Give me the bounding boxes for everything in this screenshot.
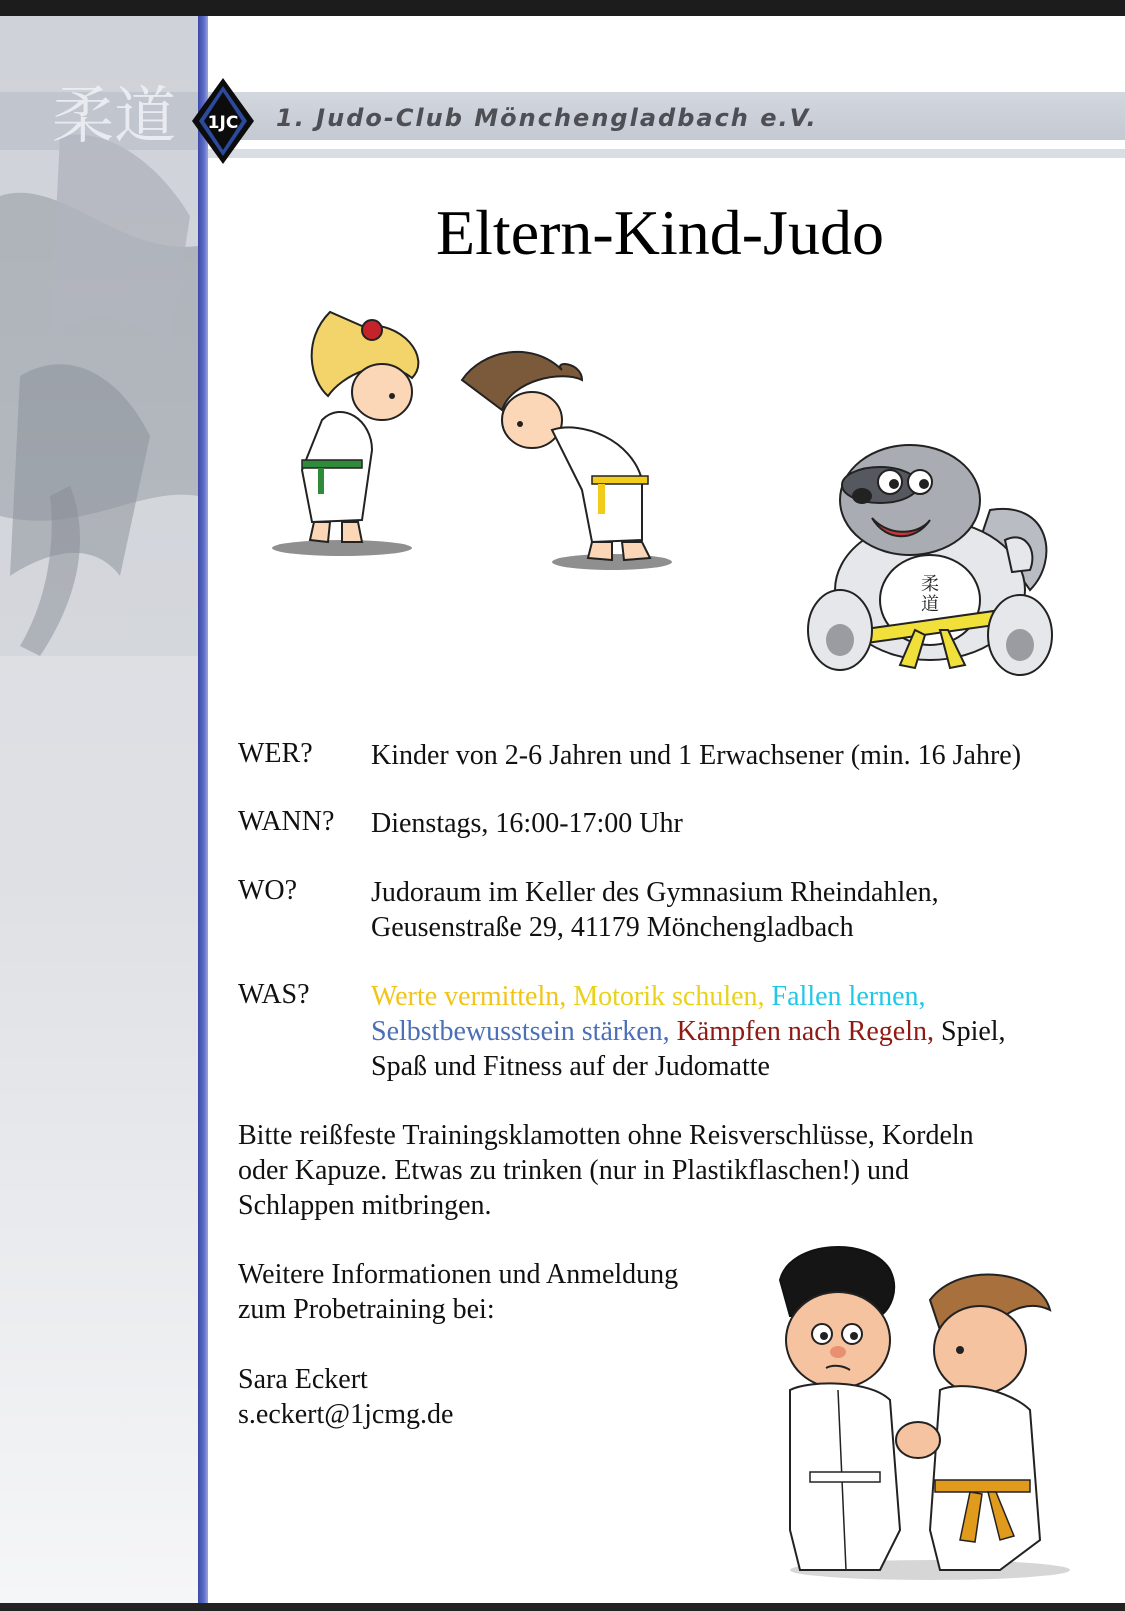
was-text-line1 — [371, 979, 926, 1014]
wann-label: WANN? — [238, 806, 335, 837]
notes-line2: oder Kapuze. Etwas zu trinken (nur in Plastikflaschen!) und — [238, 1155, 910, 1186]
wo-label: WO? — [238, 875, 298, 906]
bowing-judo-kids-illustration — [262, 300, 682, 590]
was-part-kaempfen: Kämpfen nach Regeln, — [676, 1016, 941, 1047]
svg-text:道: 道 — [921, 594, 939, 615]
svg-text:柔: 柔 — [921, 574, 939, 595]
club-diamond-logo-icon — [190, 76, 256, 166]
was-part-spass: Spaß und Fitness auf der Judomatte — [371, 1051, 770, 1082]
was-part-motorik: Motorik schulen, — [573, 981, 772, 1012]
was-part-werte: Werte vermitteln, — [371, 981, 574, 1012]
kids-tying-belt-illustration — [760, 1240, 1080, 1590]
was-text-line3 — [371, 1049, 770, 1084]
page-title: Eltern-Kind-Judo — [436, 197, 884, 268]
contact-intro-line2: zum Probetraining bei: — [238, 1294, 495, 1325]
was-part-selbstbewusstsein: Selbstbewusstsein stärken, — [371, 1016, 677, 1047]
contact-name: Sara Eckert — [238, 1364, 368, 1395]
kanji-watermark: 柔道 — [52, 79, 177, 152]
notes-line1: Bitte reißfeste Trainingsklamotten ohne Reisverschlüsse, Kordeln — [238, 1120, 974, 1151]
wer-text: Kinder von 2-6 Jahren und 1 Erwachsener (min. 16 Jahre) — [371, 740, 1022, 771]
notes-line3: Schlappen mitbringen. — [238, 1190, 492, 1221]
was-part-fallen: Fallen lernen, — [771, 981, 926, 1012]
wo-text-line1: Judoraum im Keller des Gymnasium Rheindahlen, — [371, 877, 939, 908]
header-underline — [208, 149, 1125, 158]
contact-intro-line1: Weitere Informationen und Anmeldung — [238, 1259, 679, 1290]
was-part-spiel: Spiel, — [941, 1016, 1006, 1047]
judo-background-photo — [0, 16, 198, 1603]
logo-text: 1JC — [207, 113, 239, 133]
wann-text: Dienstags, 16:00-17:00 Uhr — [371, 808, 683, 839]
club-name: 1. Judo-Club Mönchengladbach e.V. — [276, 104, 818, 132]
was-text-line2 — [371, 1014, 1006, 1049]
blue-vertical-rule — [198, 16, 208, 1603]
wer-label: WER? — [238, 738, 313, 769]
contact-email[interactable]: s.eckert@1jcmg.de — [238, 1399, 454, 1430]
bottom-border — [0, 1603, 1125, 1611]
top-border — [0, 0, 1125, 16]
raccoon-judo-mascot-illustration — [790, 430, 1070, 700]
was-label: WAS? — [238, 979, 310, 1010]
wo-text-line2: Geusenstraße 29, 41179 Mönchengladbach — [371, 912, 854, 943]
